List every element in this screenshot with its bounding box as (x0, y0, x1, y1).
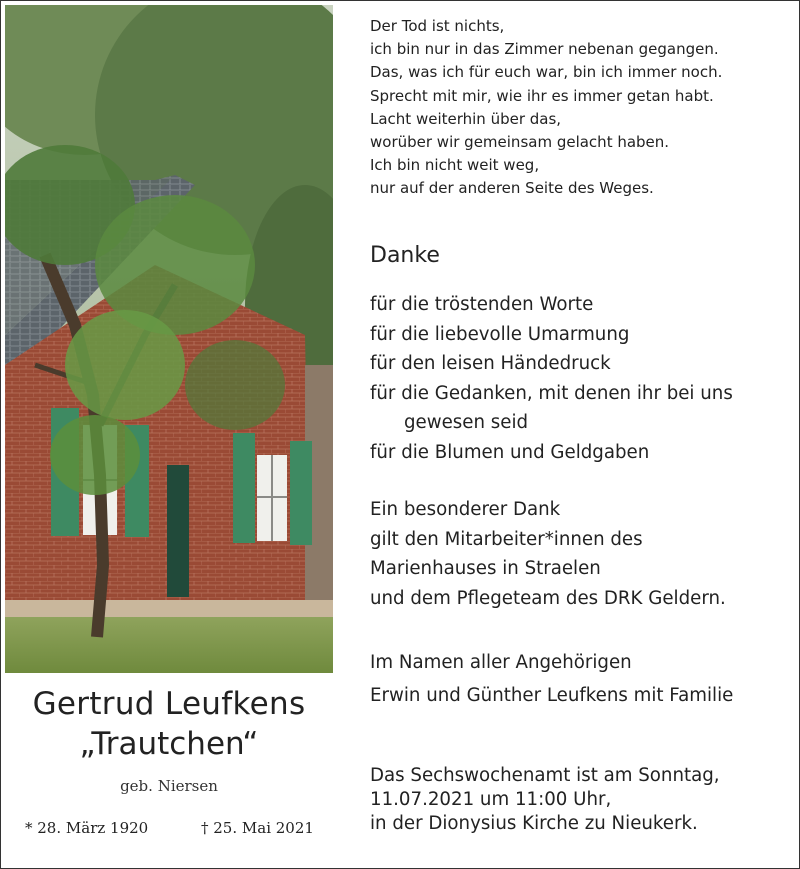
deceased-nickname: „Trautchen“ (79, 726, 259, 762)
thanks-line: für die Gedanken, mit denen ihr bei uns (370, 382, 733, 404)
deceased-block (5, 685, 333, 795)
special-thanks-line: Ein besonderer Dank (370, 499, 561, 520)
signature (370, 652, 733, 706)
thanks-line: für die liebevolle Umarmung (370, 323, 630, 345)
special-thanks-line: Marienhauses in Straelen (370, 558, 601, 580)
service-line: Das Sechswochenamt ist am Sonntag, (370, 765, 720, 786)
signature-family: Erwin und Günther Leufkens mit Familie (370, 685, 734, 706)
poem-line: Ich bin nicht weit weg, (370, 156, 540, 175)
poem-line: ich bin nur in das Zimmer nebenan gegangen. (370, 40, 719, 59)
service-info (370, 764, 720, 836)
poem-line: worüber wir gemeinsam gelacht haben. (370, 133, 670, 152)
thanks-line: für den leisen Händedruck (370, 353, 611, 375)
thanks-list (370, 290, 733, 468)
danke-heading: Danke (370, 243, 440, 268)
birth-date: * 28. März 1920 (25, 819, 149, 837)
thanks-line: für die tröstenden Worte (370, 294, 594, 315)
special-thanks-line: gilt den Mitarbeiter*innen des (370, 528, 643, 550)
thanks-line: für die Blumen und Geldgaben (370, 441, 650, 463)
poem-line: Sprecht mit mir, wie ihr es immer getan habt. (370, 86, 714, 105)
poem-line: Das, was ich für euch war, bin ich immer noch. (370, 63, 723, 82)
poem (370, 15, 790, 201)
special-thanks (370, 495, 726, 613)
deceased-name: Gertrud Leufkens (32, 686, 306, 722)
service-line: 11.07.2021 um 11:00 Uhr, (370, 789, 612, 810)
house-with-tree-photo (5, 5, 333, 673)
thanks-line: gewesen seid (404, 412, 529, 434)
poem-line: Lacht weiterhin über das, (370, 109, 562, 128)
death-date: † 25. Mai 2021 (201, 819, 314, 837)
signature-intro: Im Namen aller Angehörigen (370, 652, 632, 673)
poem-line: nur auf der anderen Seite des Weges. (370, 179, 654, 198)
special-thanks-line: und dem Pflegeteam des DRK Geldern. (370, 587, 726, 609)
poem-line: Der Tod ist nichts, (370, 17, 505, 35)
service-line: in der Dionysius Kirche zu Nieukerk. (370, 813, 698, 834)
birth-name: geb. Niersen (120, 777, 218, 795)
